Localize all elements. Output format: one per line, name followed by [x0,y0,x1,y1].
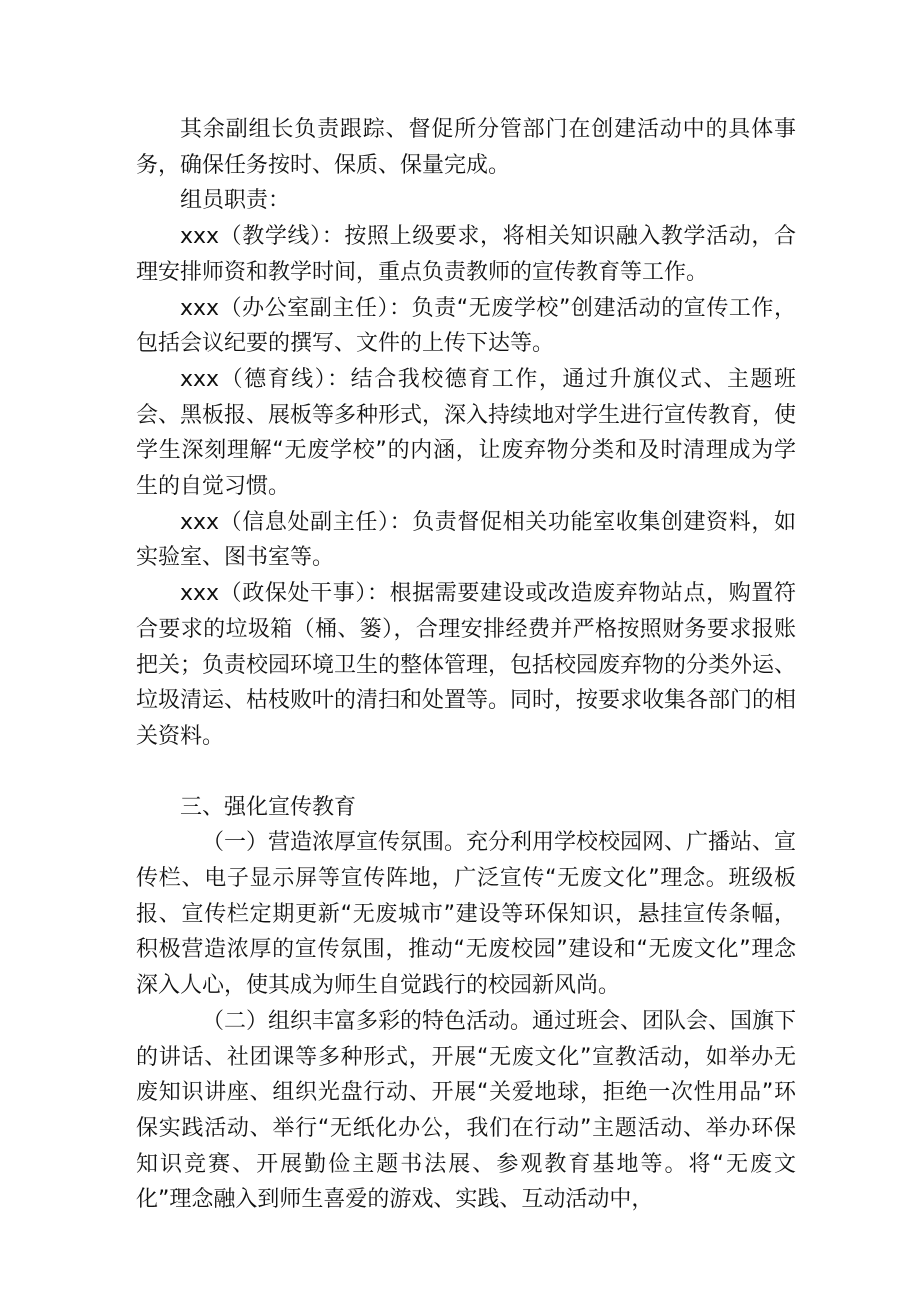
paragraph-publicity-atmosphere: （一）营造浓厚宣传氛围。充分利用学校校园网、广播站、宣传栏、电子显示屏等宣传阵地，广泛宣传“无废文化”理念。班级板报、宣传栏定期更新“无废城市”建设等环保知识，悬挂宣传条幅，积极营造浓厚的宣传氛围，推动“无废校园”建设和“无废文化”理念深入人心，使其成为师生自觉践行的校园新风尚。 [136,830,797,999]
section-spacer [136,755,796,790]
paragraph-special-activities: （二）组织丰富多彩的特色活动。通过班会、团队会、国旗下的讲话、社团课等多种形式，开展“无废文化”宣教活动，如举办无废知识讲座、组织光盘行动、开展“关爱地球，拒绝一次性用品”环保实践活动、举行“无纸化办公，我们在行动”主题活动、举办环保知识竞赛、开展勤俭主题书法展、参观教育基地等。将“无废文化”理念融入到师生喜爱的游戏、实践、互动活动中， [136,1008,797,1213]
paragraph-vice-leaders: 其余副组长负责跟踪、督促所分管部门在创建活动中的具体事务，确保任务按时、保质、保量完成。 [136,117,796,178]
paragraph-security-officer: xxx（政保处干事）：根据需要建设或改造废弃物站点，购置符合要求的垃圾箱（桶、篓），合理安排经费并严格按照财务要求报账把关；负责校园环境卫生的整体管理，包括校园废弃物的分类外运、垃圾清运、枯枝败叶的清扫和处置等。同时，按要求收集各部门的相关资料。 [136,581,797,749]
paragraph-info-deputy: xxx（信息处副主任）：负责督促相关功能室收集创建资料，如实验室、图书室等。 [136,509,796,571]
paragraph-teaching-line: xxx（教学线）：按照上级要求，将相关知识融入教学活动，合理安排师资和教学时间，重点负责教师的宣传教育等工作。 [136,224,796,285]
paragraph-moral-education: xxx（德育线）：结合我校德育工作，通过升旗仪式、主题班会、黑板报、展板等多种形式，深入持续地对学生进行宣传教育，使学生深刻理解“无废学校”的内涵，让废弃物分类和及时清理成为学生的自觉习惯。 [136,366,797,500]
section-heading: 三、强化宣传教育 [180,794,357,820]
paragraph-office-deputy: xxx（办公室副主任）：负责“无废学校”创建活动的宣传工作，包括会议纪要的撰写、文件的上传下达等。 [136,295,796,357]
document-page [136,112,796,1218]
paragraph-member-duties-title: 组员职责： [180,188,291,214]
